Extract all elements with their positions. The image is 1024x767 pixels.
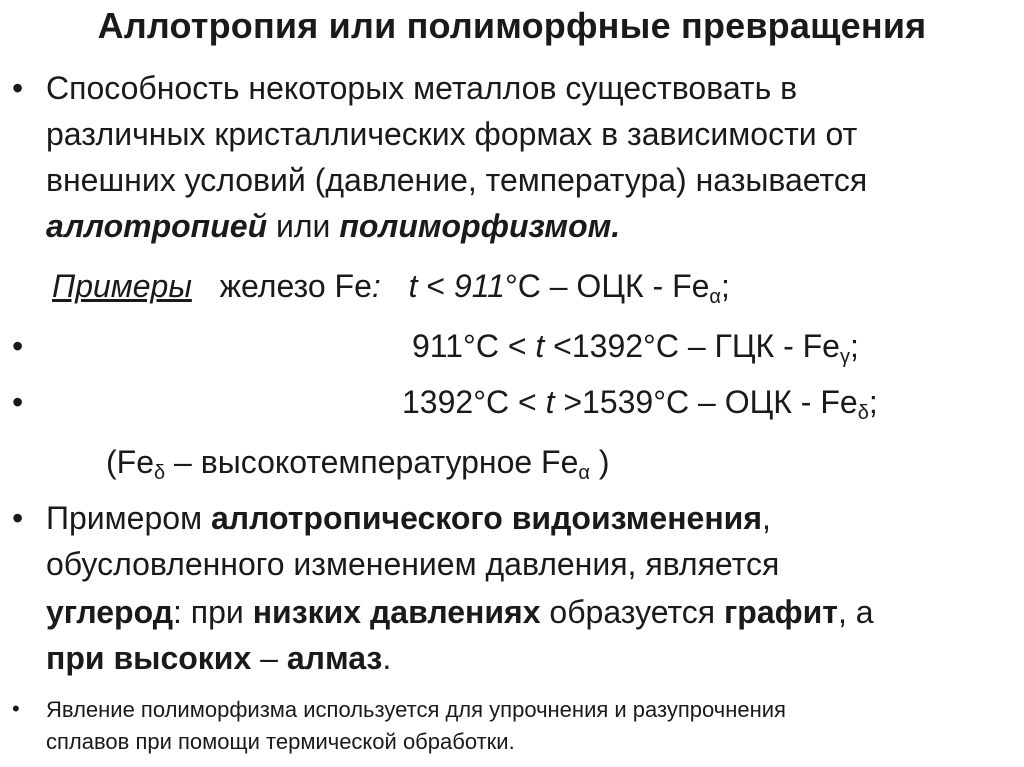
bullet-2: • [12,328,24,364]
para1-line2: различных кристаллических формах в зависимости от [46,116,858,152]
term-polymorphism: полиморфизмом. [339,208,621,244]
term-high-pressure: при высоких [46,640,252,676]
para2-l4-d: . [382,640,392,676]
term-diamond: алмаз [286,640,383,676]
row2-a: 911°С < [412,328,536,364]
bullet-3: • [12,384,24,420]
alpha-sub: α [709,286,721,308]
para2-l3-d: образуется [540,594,724,630]
semicolon: ; [720,268,730,304]
lt-sign: < [417,268,454,304]
para2-l1-a: Примером [46,500,211,536]
para2-line3 [46,590,874,634]
examples-note [106,440,610,484]
bullet-1: • [12,70,24,106]
para2-l1-c: , [761,500,771,536]
para3-line1: Явление полиморфизма используется для упрочнения и разупрочнения [46,697,786,722]
delta-sub: δ [857,402,869,424]
para2-line1 [46,496,771,540]
para1-line1: Способность некоторых металлов существовать в [46,70,798,106]
examples-line2 [412,324,859,368]
gamma-sub: γ [839,346,850,368]
semicolon-2: ; [849,328,859,364]
note-mid: – высокотемпературное Fe [165,444,579,480]
para2-l3-f: , а [837,594,874,630]
examples-label: Примеры [52,268,192,304]
para2-l3-b: : при [173,594,253,630]
slide-title: Аллотропия или полиморфные превращения [97,5,927,46]
term-low-pressure: низких давлениях [252,594,541,630]
bcc-text: °С – ОЦК - Fe [504,268,710,304]
para1-line4 [46,204,620,248]
row3-b: >1539°С – ОЦК - Fe [554,384,858,420]
row3-a: 1392°С < [402,384,546,420]
row2-t: t [535,328,545,364]
term-carbon: углерод [46,594,174,630]
para1-line3: внешних условий (давление, температура) называется [46,162,868,198]
note-delta-sub: δ [154,462,166,484]
note-open: (Fe [106,444,154,480]
temp-911: 911 [453,268,505,304]
connector-or: или [267,208,340,244]
note-alpha-sub: α [578,462,590,484]
row2-b: <1392°С – ГЦК - Fe [544,328,840,364]
examples-line3 [402,380,878,424]
colon: : [371,268,381,304]
row3-t: t [545,384,555,420]
bullet-4: • [12,500,24,536]
semicolon-3: ; [868,384,878,420]
para3-line2: сплавов при помощи термической обработки. [46,729,515,754]
term-allotropy: аллотропией [46,208,268,244]
iron-label: железо Fe [219,268,372,304]
para2-line4 [46,636,391,680]
term-graphite: графит [723,594,838,630]
para2-line2: обусловленного изменением давления, является [46,546,780,582]
bullet-5: • [12,696,20,721]
para2-l4-b: – [251,640,287,676]
t-var: t [408,268,418,304]
examples-line1 [52,264,730,308]
term-allotropic-modification: аллотропического видоизменения [210,500,762,536]
note-close: ) [589,444,610,480]
